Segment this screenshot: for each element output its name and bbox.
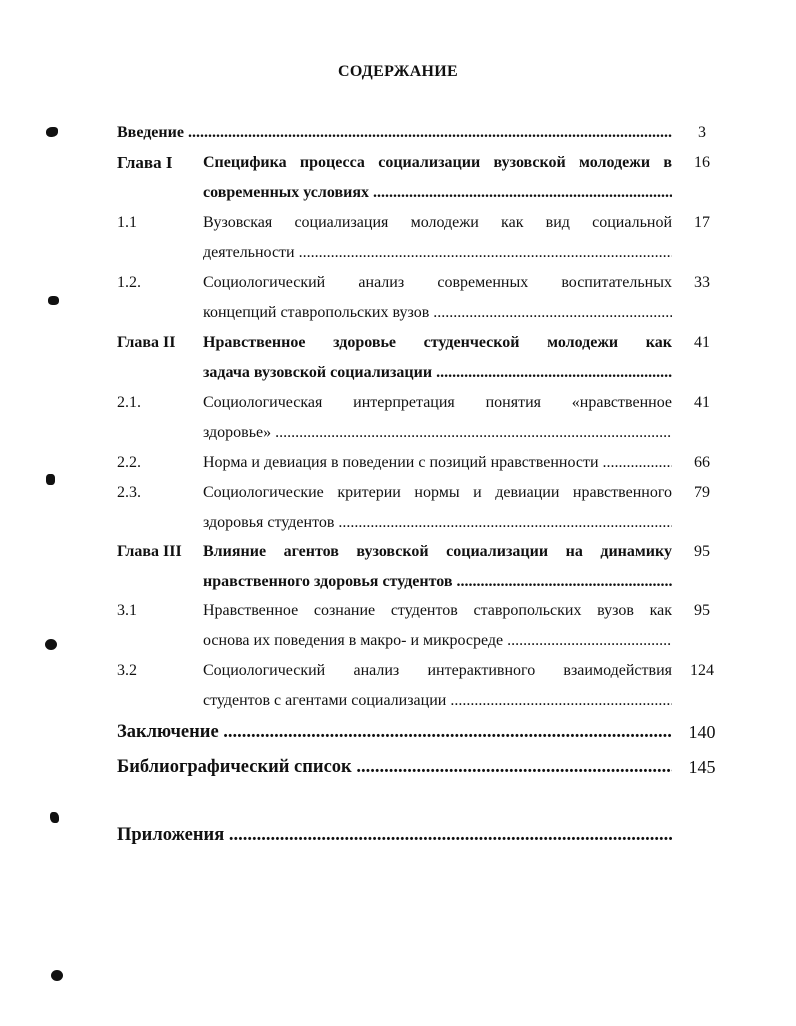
toc-ch2-label: Глава II xyxy=(117,334,176,351)
toc-3-1-title-line1: Нравственное сознание студентов ставропольских вузов как xyxy=(203,602,672,619)
toc-ch3-title-line1: Влияние агентов вузовской социализации на динамику xyxy=(203,543,672,560)
toc-1-2-page: 33 xyxy=(694,274,710,291)
toc-ch2-page: 41 xyxy=(694,334,710,351)
toc-2-1-title-line1: Социологическая интерпретация понятия «нравственное xyxy=(203,394,672,411)
toc-3-1-page: 95 xyxy=(694,602,710,619)
toc-1-2-label: 1.2. xyxy=(117,274,141,291)
scan-mark xyxy=(50,812,59,823)
scan-mark xyxy=(51,970,63,981)
toc-ch3-label: Глава III xyxy=(117,543,182,560)
page-title: СОДЕРЖАНИЕ xyxy=(337,63,459,80)
toc-3-2-page: 124 xyxy=(690,662,714,679)
toc-1-1-page: 17 xyxy=(694,214,710,231)
toc-3-2-title-line2: студентов с агентами социализации ..... xyxy=(203,686,672,716)
toc-1-2-title-line1: Социологический анализ современных воспитательных xyxy=(203,274,672,291)
toc-bibliography-label: Библиографический список ..... xyxy=(117,752,672,782)
scan-mark xyxy=(46,474,55,485)
toc-3-1-title-line2: основа их поведения в макро- и микросреде ..... xyxy=(203,626,672,656)
toc-2-1-page: 41 xyxy=(694,394,710,411)
toc-3-1-label: 3.1 xyxy=(117,602,137,619)
toc-bibliography-page: 145 xyxy=(688,757,716,777)
toc-intro-label: Введение ..... xyxy=(117,118,672,148)
toc-ch1-page: 16 xyxy=(694,154,710,171)
scan-mark xyxy=(46,127,58,137)
toc-intro-page: 3 xyxy=(698,124,706,141)
toc-2-3-title-line1: Социологические критерии нормы и девиации нравственного xyxy=(203,484,672,501)
toc-2-3-page: 79 xyxy=(694,484,710,501)
toc-appendix-label: Приложения ..... xyxy=(117,820,672,850)
toc-2-2-page: 66 xyxy=(694,454,710,471)
toc-3-2-label: 3.2 xyxy=(117,662,137,679)
toc-1-1-title-line2: деятельности ..... xyxy=(203,238,672,268)
toc-1-2-title-line2: концепций ставропольских вузов ..... xyxy=(203,298,672,328)
toc-3-2-title-line1: Социологический анализ интерактивного взаимодействия xyxy=(203,662,672,679)
toc-1-1-title-line1: Вузовская социализация молодежи как вид социальной xyxy=(203,214,672,231)
toc-2-2-label: 2.2. xyxy=(117,454,141,471)
toc-ch2-title-line1: Нравственное здоровье студенческой молодежи как xyxy=(203,334,672,351)
toc-ch3-title-line2: нравственного здоровья студентов ..... xyxy=(203,567,672,597)
toc-ch1-title-line1: Специфика процесса социализации вузовской молодежи в xyxy=(203,154,672,171)
toc-conclusion-label: Заключение ..... xyxy=(117,717,672,747)
toc-2-1-label: 2.1. xyxy=(117,394,141,411)
toc-1-1-label: 1.1 xyxy=(117,214,137,231)
toc-ch3-page: 95 xyxy=(694,543,710,560)
toc-2-1-title-line2: здоровье» ..... xyxy=(203,418,672,448)
toc-2-2-title-line1: Норма и девиация в поведении с позиций нравственности ..... xyxy=(203,448,672,478)
toc-2-3-title-line2: здоровья студентов ..... xyxy=(203,508,672,538)
toc-2-3-label: 2.3. xyxy=(117,484,141,501)
scan-mark xyxy=(48,296,59,305)
scan-mark xyxy=(45,639,57,650)
toc-ch1-label: Глава I xyxy=(117,153,173,172)
toc-ch1-title-line2: современных условиях ..... xyxy=(203,178,672,208)
toc-conclusion-page: 140 xyxy=(688,722,716,742)
toc-ch2-title-line2: задача вузовской социализации ..... xyxy=(203,358,672,388)
